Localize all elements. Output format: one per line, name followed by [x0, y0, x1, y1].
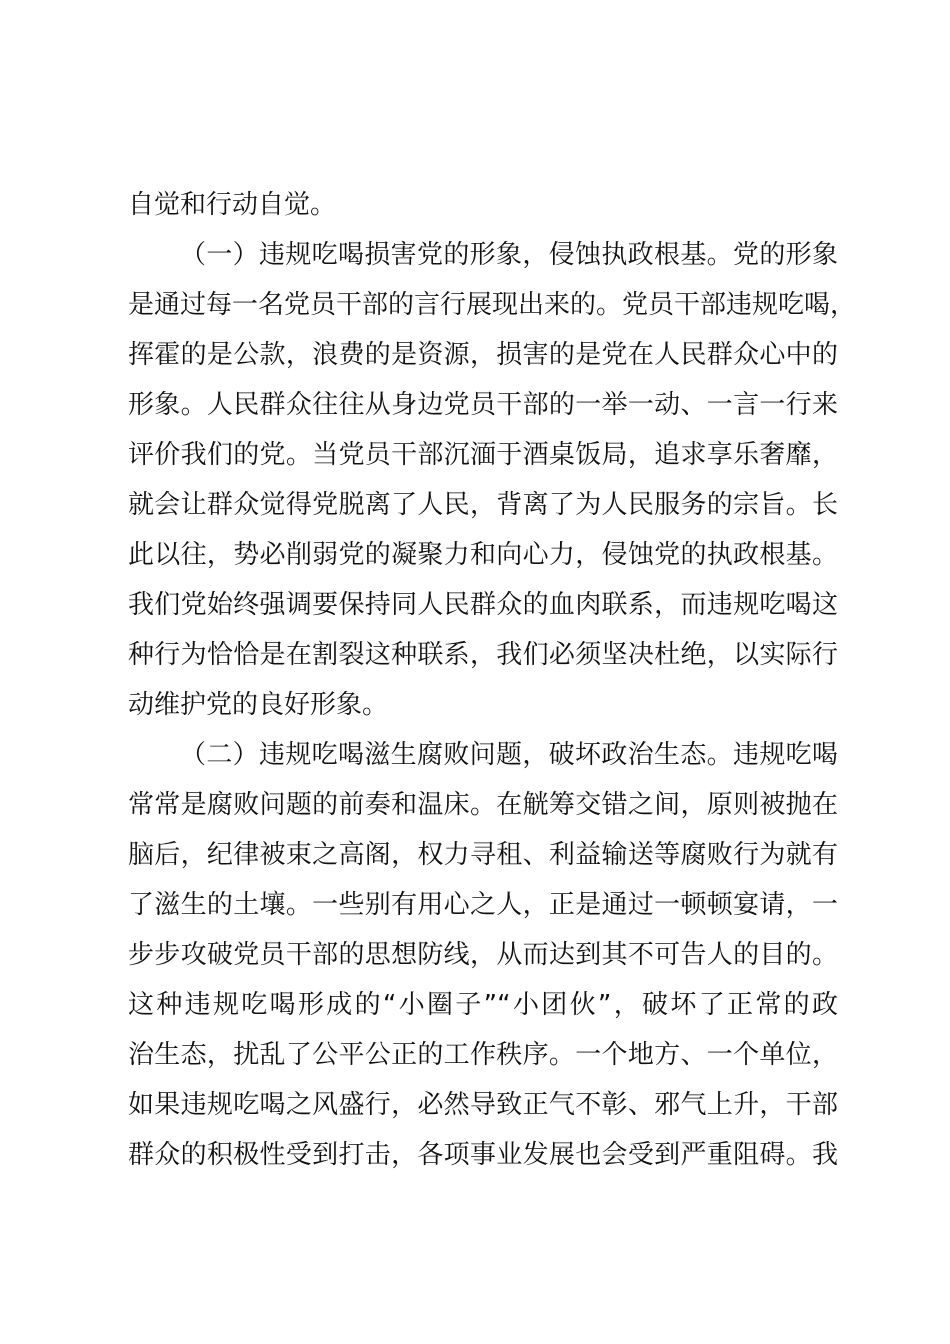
text-line: 挥霍的是公款，浪费的是资源，损害的是党在人民群众心中的 [128, 340, 838, 370]
text-line: 群众的积极性受到打击，各项事业发展也会受到严重阻碍。我 [128, 1140, 838, 1170]
text-line: 就会让群众觉得党脱离了人民，背离了为人民服务的宗旨。长 [128, 490, 838, 520]
text-line: 了滋生的土壤。一些别有用心之人，正是通过一顿顿宴请，一 [128, 890, 838, 920]
text-line: 如果违规吃喝之风盛行，必然导致正气不彰、邪气上升，干部 [128, 1090, 838, 1120]
text-line: 动维护党的良好形象。 [128, 690, 389, 720]
text-line: 是通过每一名党员干部的言行展现出来的。党员干部违规吃喝， [128, 290, 857, 320]
text-line: 常常是腐败问题的前奏和温床。在觥筹交错之间，原则被抛在 [128, 790, 838, 820]
text-line: 步步攻破党员干部的思想防线，从而达到其不可告人的目的。 [128, 940, 838, 970]
text-line: 此以往，势必削弱党的凝聚力和向心力，侵蚀党的执政根基。 [128, 540, 838, 570]
text-line: 种行为恰恰是在割裂这种联系，我们必须坚决杜绝，以实际行 [128, 640, 838, 670]
paragraph-1-heading-line: （一）违规吃喝损害党的形象，侵蚀执政根基。党的形象 [180, 240, 838, 270]
text-line: 自觉和行动自觉。 [128, 190, 337, 220]
text-line: 脑后，纪律被束之高阁，权力寻租、利益输送等腐败行为就有 [128, 840, 838, 870]
paragraph-2-heading-line: （二）违规吃喝滋生腐败问题，破坏政治生态。违规吃喝 [180, 740, 838, 770]
text-line: 这种违规吃喝形成的“小圈子”“小团伙”，破坏了正常的政 [128, 990, 838, 1020]
text-line: 形象。人民群众往往从身边党员干部的一举一动、一言一行来 [128, 390, 838, 420]
text-line: 我们党始终强调要保持同人民群众的血肉联系，而违规吃喝这 [128, 590, 838, 620]
text-line: 治生态，扰乱了公平公正的工作秩序。一个地方、一个单位， [128, 1040, 838, 1070]
text-line: 评价我们的党。当党员干部沉湎于酒桌饭局，追求享乐奢靡， [128, 440, 838, 470]
